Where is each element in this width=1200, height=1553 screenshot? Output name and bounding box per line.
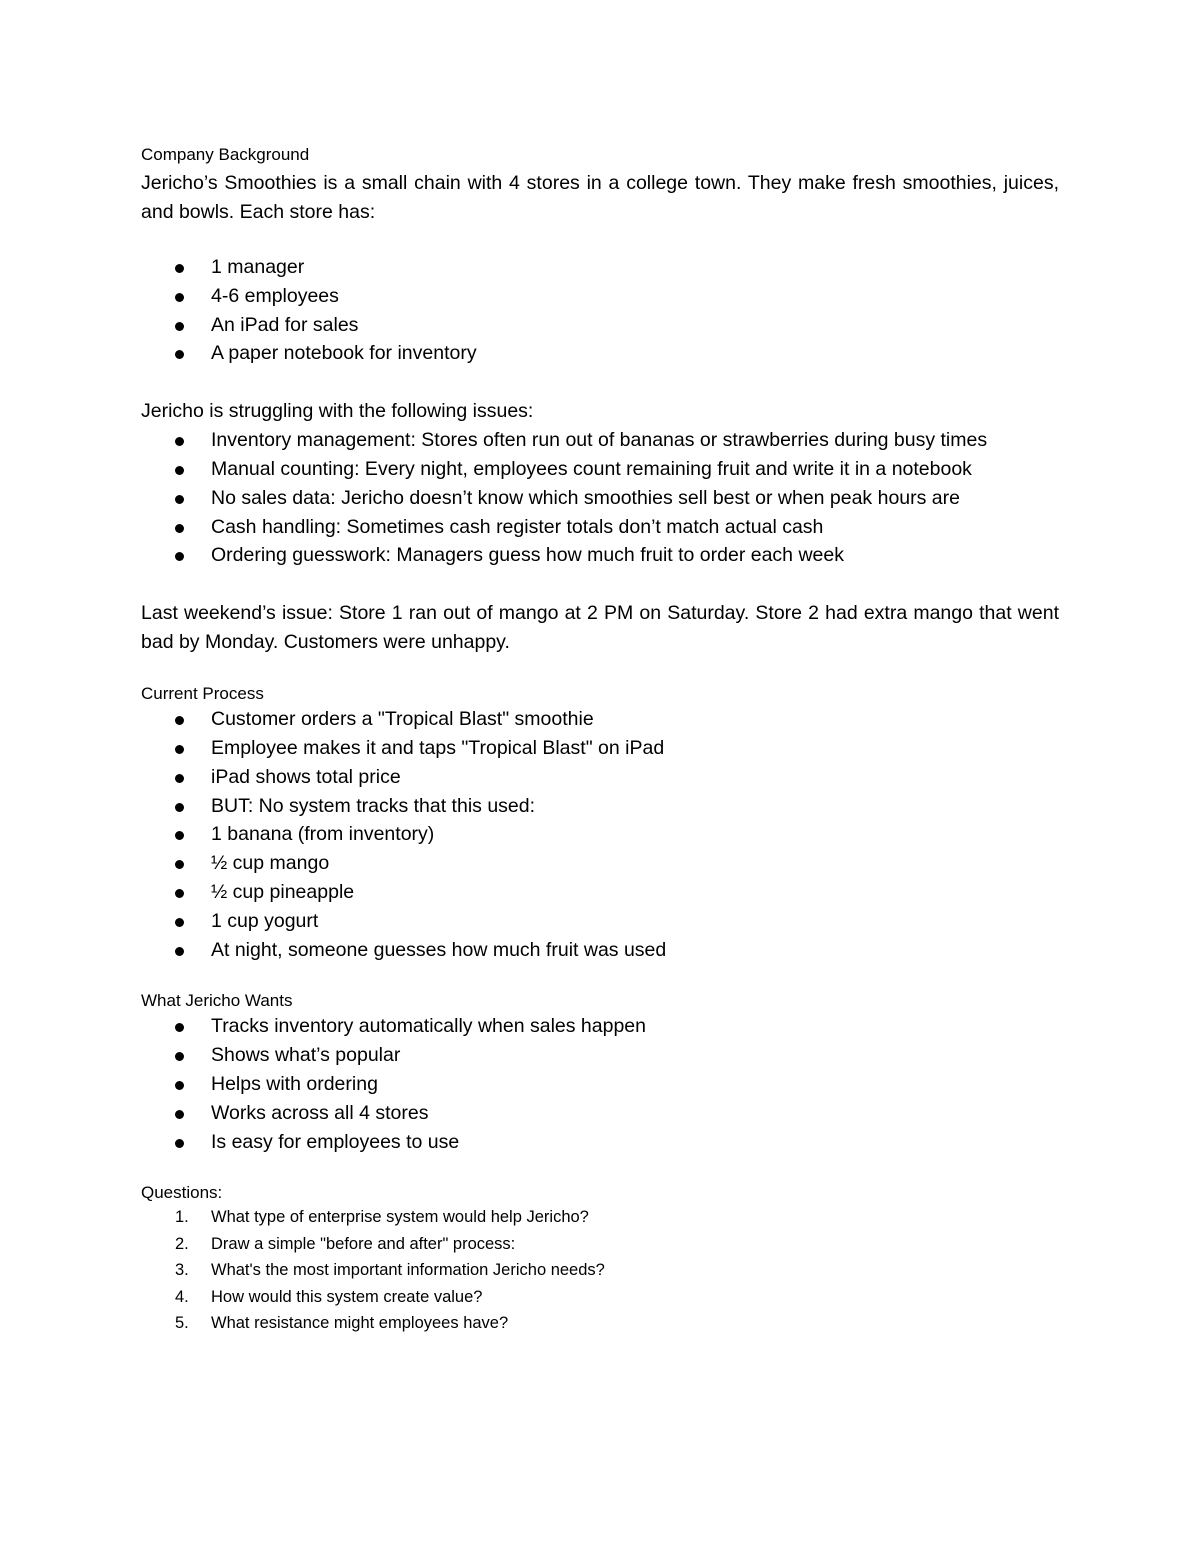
- list-item: Is easy for employees to use: [211, 1128, 1059, 1157]
- weekend-issue: Last weekend’s issue: Store 1 ran out of mango at 2 PM on Saturday. Store 2 had extra mango that went bad by Monday. Customers were unhappy.: [141, 602, 1059, 654]
- company-intro: Jericho’s Smoothies is a small chain with 4 stores in a college town. They make fresh smoothies, juices, and bowls. Each store has:: [141, 172, 1059, 223]
- list-item: An iPad for sales: [211, 311, 1059, 340]
- bullet-icon: [175, 745, 184, 754]
- bullet-icon: [175, 552, 184, 561]
- wants-list: [141, 1012, 1059, 1156]
- list-item: Tracks inventory automatically when sales happen: [211, 1012, 1059, 1041]
- list-item: Employee makes it and taps "Tropical Blast" on iPad: [211, 734, 1059, 763]
- issues-list: [141, 426, 1059, 570]
- list-item: Manual counting: Every night, employees count remaining fruit and write it in a notebook: [211, 455, 1059, 484]
- list-item: iPad shows total price: [211, 763, 1059, 792]
- list-item: 1. What type of enterprise system would help Jericho?: [175, 1208, 589, 1227]
- bullet-icon: [175, 774, 184, 783]
- bullet-icon: [175, 495, 184, 504]
- bullet-icon: [175, 918, 184, 927]
- issues-intro: Jericho is struggling with the following issues:: [141, 400, 534, 423]
- bullet-icon: [175, 947, 184, 956]
- list-item: At night, someone guesses how much fruit was used: [211, 936, 1059, 965]
- list-item: 1 manager: [211, 253, 1059, 282]
- questions-heading: Questions:: [141, 1183, 223, 1203]
- bullet-icon: [175, 1052, 184, 1061]
- bullet-icon: [175, 1023, 184, 1032]
- bullet-icon: [175, 889, 184, 898]
- list-item: 4-6 employees: [211, 282, 1059, 311]
- list-item: Helps with ordering: [211, 1070, 1059, 1099]
- bullet-icon: [175, 860, 184, 869]
- store-items-list: [141, 253, 1059, 368]
- bullet-icon: [175, 716, 184, 725]
- list-item: No sales data: Jericho doesn’t know which smoothies sell best or when peak hours are: [211, 484, 1059, 513]
- bullet-icon: [175, 437, 184, 446]
- list-item: 1 banana (from inventory): [211, 820, 1059, 849]
- bullet-icon: [175, 1139, 184, 1148]
- list-item: Inventory management: Stores often run out of bananas or strawberries during busy times: [211, 426, 1059, 455]
- bullet-icon: [175, 524, 184, 533]
- list-item: Cash handling: Sometimes cash register totals don’t match actual cash: [211, 513, 1059, 542]
- list-item: ½ cup pineapple: [211, 878, 1059, 907]
- bullet-icon: [175, 350, 184, 359]
- list-item: Works across all 4 stores: [211, 1099, 1059, 1128]
- list-item: 5. What resistance might employees have?: [175, 1313, 509, 1332]
- questions-list: [141, 1204, 1059, 1336]
- bullet-icon: [175, 322, 184, 331]
- list-item: Ordering guesswork: Managers guess how much fruit to order each week: [211, 541, 1059, 570]
- bullet-icon: [175, 831, 184, 840]
- wants-heading: What Jericho Wants: [141, 991, 293, 1011]
- list-item: 2. Draw a simple "before and after" process:: [175, 1234, 516, 1253]
- bullet-icon: [175, 264, 184, 273]
- bullet-icon: [175, 1081, 184, 1090]
- bullet-icon: [175, 803, 184, 812]
- list-item: 1 cup yogurt: [211, 907, 1059, 936]
- current-process-list: [141, 705, 1059, 964]
- list-item: Shows what’s popular: [211, 1041, 1059, 1070]
- list-item: A paper notebook for inventory: [211, 339, 1059, 368]
- list-item: Customer orders a "Tropical Blast" smoothie: [211, 705, 1059, 734]
- list-item: BUT: No system tracks that this used:: [211, 792, 1059, 821]
- list-item: 3. What's the most important information Jericho needs?: [175, 1261, 605, 1280]
- list-item: ½ cup mango: [211, 849, 1059, 878]
- current-process-heading: Current Process: [141, 684, 264, 704]
- bullet-icon: [175, 293, 184, 302]
- bullet-icon: [175, 1110, 184, 1119]
- company-background-heading: Company Background: [141, 145, 310, 164]
- list-item: 4. How would this system create value?: [175, 1287, 483, 1306]
- bullet-icon: [175, 466, 184, 475]
